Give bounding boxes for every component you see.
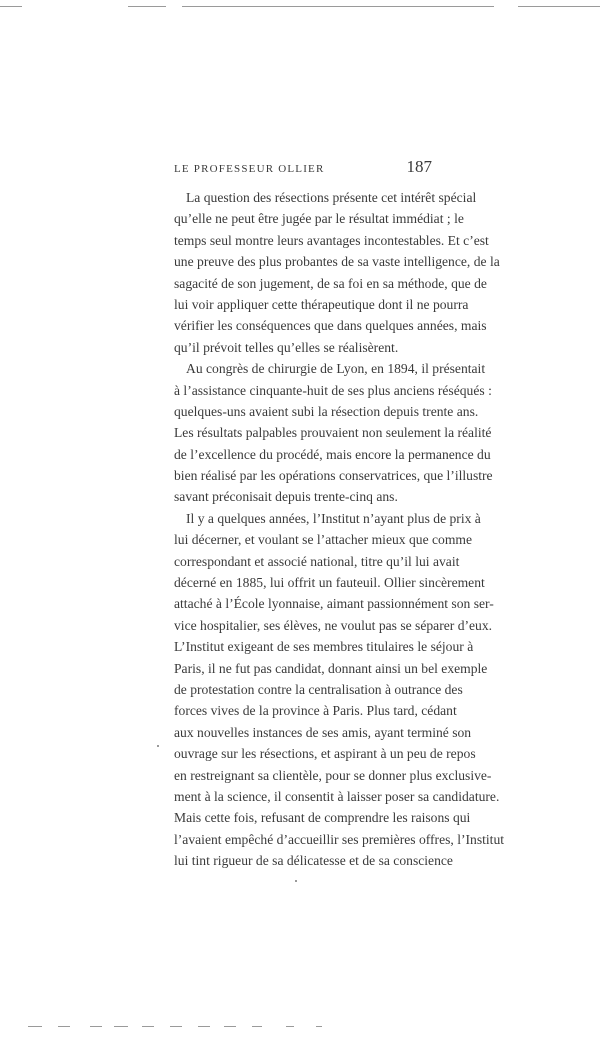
scan-artifact-bottom-1 — [28, 1026, 42, 1027]
text-line: qu’elle ne peut être jugée par le résultat immédiat ; le — [174, 211, 464, 227]
text-line: Les résultats palpables prouvaient non seulement la réalité — [174, 425, 492, 441]
scan-speck-margin — [157, 745, 159, 747]
text-line: qu’il prévoit telles qu’elles se réalisèrent. — [174, 339, 399, 355]
scan-artifact-bottom-6 — [170, 1026, 182, 1027]
text-line: Paris, il ne fut pas candidat, donnant ainsi un bel exemple — [174, 660, 488, 676]
running-head — [174, 157, 432, 179]
text-line: lui tint rigueur de sa délicatesse et de sa conscience — [174, 853, 453, 869]
scan-artifact-bottom-4 — [114, 1026, 128, 1027]
text-line: en restreignant sa clientèle, pour se donner plus exclusive- — [174, 767, 492, 783]
text-line: Mais cette fois, refusant de comprendre les raisons qui — [174, 810, 471, 826]
text-line: une preuve des plus probantes de sa vaste intelligence, de la — [174, 254, 500, 270]
scan-artifact-bottom-2 — [58, 1026, 70, 1027]
text-line: lui voir appliquer cette thérapeutique dont il ne pourra — [174, 296, 469, 312]
scan-artifact-bottom-10 — [286, 1026, 294, 1027]
scan-artifact-top-1 — [0, 6, 22, 7]
body-text — [174, 187, 505, 872]
text-line: vice hospitalier, ses élèves, ne voulut pas se séparer d’eux. — [174, 617, 493, 633]
text-line: L’Institut exigeant de ses membres titulaires le séjour à — [174, 639, 474, 655]
text-line: temps seul montre leurs avantages incontestables. Et c’est — [174, 232, 489, 248]
text-line: Il y a quelques années, l’Institut n’ayant plus de prix à — [186, 510, 481, 526]
text-line: ment à la science, il consentit à laisser poser sa candidature. — [174, 788, 500, 804]
text-line: aux nouvelles instances de ses amis, ayant terminé son — [174, 724, 472, 740]
scan-artifact-top-3 — [182, 6, 494, 7]
text-line: bien réalisé par les opérations conservatrices, que l’illustre — [174, 468, 493, 484]
text-line: à l’assistance cinquante-huit de ses plus anciens réséqués : — [174, 382, 492, 398]
scan-artifact-bottom-5 — [142, 1026, 154, 1027]
text-line: correspondant et associé national, titre qu’il lui avait — [174, 553, 460, 569]
text-line: lui décerner, et voulant se l’attacher mieux que comme — [174, 532, 473, 548]
text-line: l’avaient empêché d’accueillir ses premières offres, l’Institut — [174, 831, 505, 847]
text-line: La question des résections présente cet intérêt spécial — [186, 190, 477, 205]
text-line: Au congrès de chirurgie de Lyon, en 1894, il présentait — [186, 361, 486, 377]
scan-artifact-bottom-7 — [198, 1026, 210, 1027]
text-line: décerné en 1885, lui offrit un fauteuil. Ollier sincèrement — [174, 575, 485, 591]
scan-artifact-top-2 — [128, 6, 166, 7]
text-line: de l’excellence du procédé, mais encore la permanence du — [174, 446, 491, 462]
scan-artifact-bottom-9 — [252, 1026, 262, 1027]
page-number: 187 — [406, 157, 432, 176]
text-line: ouvrage sur les résections, et aspirant à un peu de repos — [174, 746, 476, 762]
text-line: forces vives de la province à Paris. Plus tard, cédant — [174, 703, 457, 719]
scan-speck-lower — [295, 880, 297, 882]
text-line: de protestation contre la centralisation à outrance des — [174, 681, 463, 697]
scan-artifact-top-4 — [518, 6, 600, 7]
running-title: LE PROFESSEUR OLLIER — [174, 163, 325, 175]
text-line: vérifier les conséquences que dans quelques années, mais — [174, 318, 487, 334]
text-line: savant préconisait depuis trente-cinq ans. — [174, 489, 398, 505]
text-line: sagacité de son jugement, de sa foi en sa méthode, que de — [174, 275, 487, 291]
scan-artifact-bottom-11 — [316, 1026, 322, 1027]
scan-artifact-bottom-3 — [90, 1026, 102, 1027]
text-line: quelques-uns avaient subi la résection depuis trente ans. — [174, 403, 479, 419]
text-line: attaché à l’École lyonnaise, aimant passionnément son ser- — [174, 596, 494, 612]
scan-artifact-bottom-8 — [224, 1026, 236, 1027]
